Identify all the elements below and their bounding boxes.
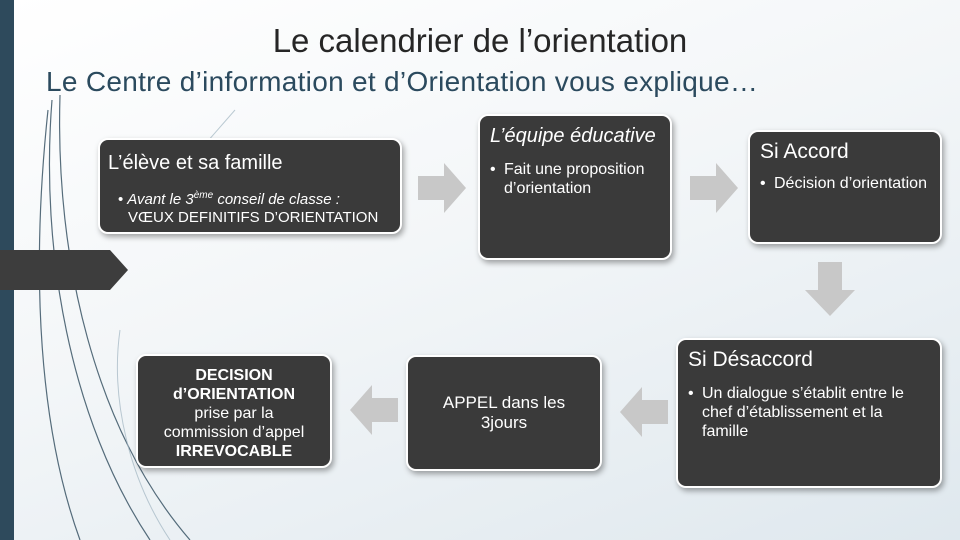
box-si-desaccord <box>676 338 942 488</box>
box-si-accord <box>748 130 942 244</box>
box-eleve-bullet: • Avant le 3ème conseil de classe : VŒUX DEFINITIFS D’ORIENTATION <box>118 190 379 226</box>
arrow-right-icon <box>418 163 468 213</box>
bullet-dot: • <box>688 385 694 402</box>
left-tab-shape <box>0 250 128 290</box>
decision-line5: IRREVOCABLE <box>175 443 293 460</box>
box-equipe-heading: L’équipe éducative <box>490 125 656 147</box>
left-accent-bar <box>0 0 14 540</box>
box-eleve-heading: L’élève et sa famille <box>108 152 283 174</box>
bullet-dot: • <box>490 161 496 178</box>
page-subtitle: Le Centre d’information et d’Orientation vous explique… <box>46 66 759 97</box>
box-appel-text: APPEL dans les 3jours <box>442 393 566 432</box>
box-accord-heading: Si Accord <box>760 140 849 163</box>
box-eleve-famille <box>98 138 402 234</box>
decision-line1: DECISION <box>195 367 273 384</box>
arrow-down-icon <box>805 262 855 316</box>
box-equipe-bullet: • Fait une proposition d’orientation <box>490 161 645 197</box>
box-accord-bullet: • Décision d’orientation <box>760 175 927 192</box>
decision-line4: commission d’appel <box>163 424 305 441</box>
bullet-dot: • <box>118 191 124 208</box>
box-desaccord-heading: Si Désaccord <box>688 348 813 371</box>
arrow-left-icon <box>348 385 398 435</box>
box-desaccord-bullet: • Un dialogue s’établit entre le chef d’établissement et la famille <box>688 385 904 440</box>
decision-line2: d’ORIENTATION <box>172 386 296 403</box>
bullet-dot: • <box>760 175 766 192</box>
arrow-left-icon <box>618 387 668 437</box>
page-title: Le calendrier de l’orientation <box>272 22 688 59</box>
decision-line3: prise par la <box>194 405 274 422</box>
box-equipe-educative <box>478 114 672 260</box>
arrow-right-icon <box>690 163 740 213</box>
box-decision-orientation <box>136 354 332 468</box>
box-appel <box>406 355 602 471</box>
